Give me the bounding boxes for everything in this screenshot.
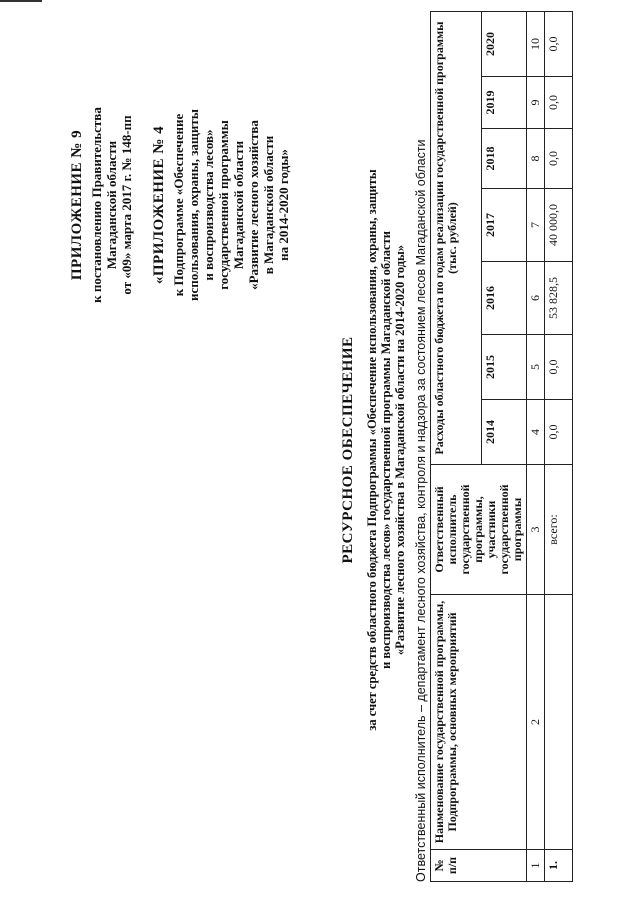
sub-appendix-line: в Магаданской области [261,135,276,275]
row-value: 0,0 [545,400,573,465]
sub-appendix-line: Магаданской области [231,140,246,270]
subtitle-line: «Развитие лесного хозяйства в Магаданской области на 2014-2020 годы» [393,244,407,656]
header-year: 2020 [482,12,527,77]
sub-appendix-line: и воспроизводства лесов» [201,129,216,281]
column-number: 5 [527,335,545,400]
table-header-row [431,12,482,882]
header-name: Наименование государственной программы, Подпрограммы, основных мероприятий [431,595,527,850]
column-number: 8 [527,129,545,189]
column-number: 6 [527,262,545,335]
header-year: 2019 [482,77,527,129]
row-value: 0,0 [545,129,573,189]
column-number: 9 [527,77,545,129]
sub-appendix-line: государственной программы [216,120,231,290]
responsible-executor: Ответственный исполнитель – департамент лесного хозяйства, контроля и надзора за состоянием лесов Магаданской области [414,139,428,882]
header-year: 2015 [482,335,527,400]
sub-appendix-line: к Подпрограмме «Обеспечение [171,113,186,297]
header-executor: Ответственный исполнитель государственной программы, участники государственной программы [431,465,527,595]
subtitle-line: за счет средств областного бюджета Подпрограммы «Обеспечение использования, охраны, защиты [365,169,379,731]
table-column-numbers-row [527,12,545,882]
document-subtitle [365,20,407,880]
row-value: 53 828,5 [545,262,573,335]
table-row [545,12,573,882]
column-number: 4 [527,400,545,465]
column-number: 10 [527,12,545,77]
appendix-block [70,40,291,370]
header-num: № п/п [431,850,527,882]
row-name [545,595,573,850]
sub-appendix-line: «Развитие лесного хозяйства [246,120,261,290]
sub-appendix-line: использования, охраны, защиты [186,109,201,301]
sub-appendix-line: на 2014-2020 годы» [276,149,291,261]
subtitle-line: и воспроизводства лесов» государственной программы Магаданской области [379,231,393,669]
row-value: 0,0 [545,12,573,77]
appendix-line-1: к постановлению Правительства [89,107,104,303]
scan-edge-mark [0,0,42,2]
row-executor: всего: [545,465,573,595]
sub-appendix-title: «ПРИЛОЖЕНИЕ № 4 [151,125,167,285]
header-year: 2018 [482,129,527,189]
document-title: РЕСУРСНОЕ ОБЕСПЕЧЕНИЕ [340,336,356,564]
header-expenses: Расходы областного бюджета по годам реализации государственной программы (тыс. рублей) [431,12,482,465]
header-year: 2016 [482,262,527,335]
resource-table [430,11,573,882]
row-num: 1. [545,850,573,882]
column-number: 1 [527,850,545,882]
header-year: 2014 [482,400,527,465]
appendix-line-2: Магаданской области [104,140,119,270]
appendix-line-3: от «09» марта 2017 г. № 148-пп [119,115,134,295]
column-number: 2 [527,595,545,850]
column-number: 7 [527,189,545,262]
row-value: 40 000,0 [545,189,573,262]
row-value: 0,0 [545,335,573,400]
header-year: 2017 [482,189,527,262]
document-title-block [340,20,407,880]
row-value: 0,0 [545,77,573,129]
column-number: 3 [527,465,545,595]
appendix-title: ПРИЛОЖЕНИЕ № 9 [69,129,85,281]
rotated-page [10,10,630,890]
